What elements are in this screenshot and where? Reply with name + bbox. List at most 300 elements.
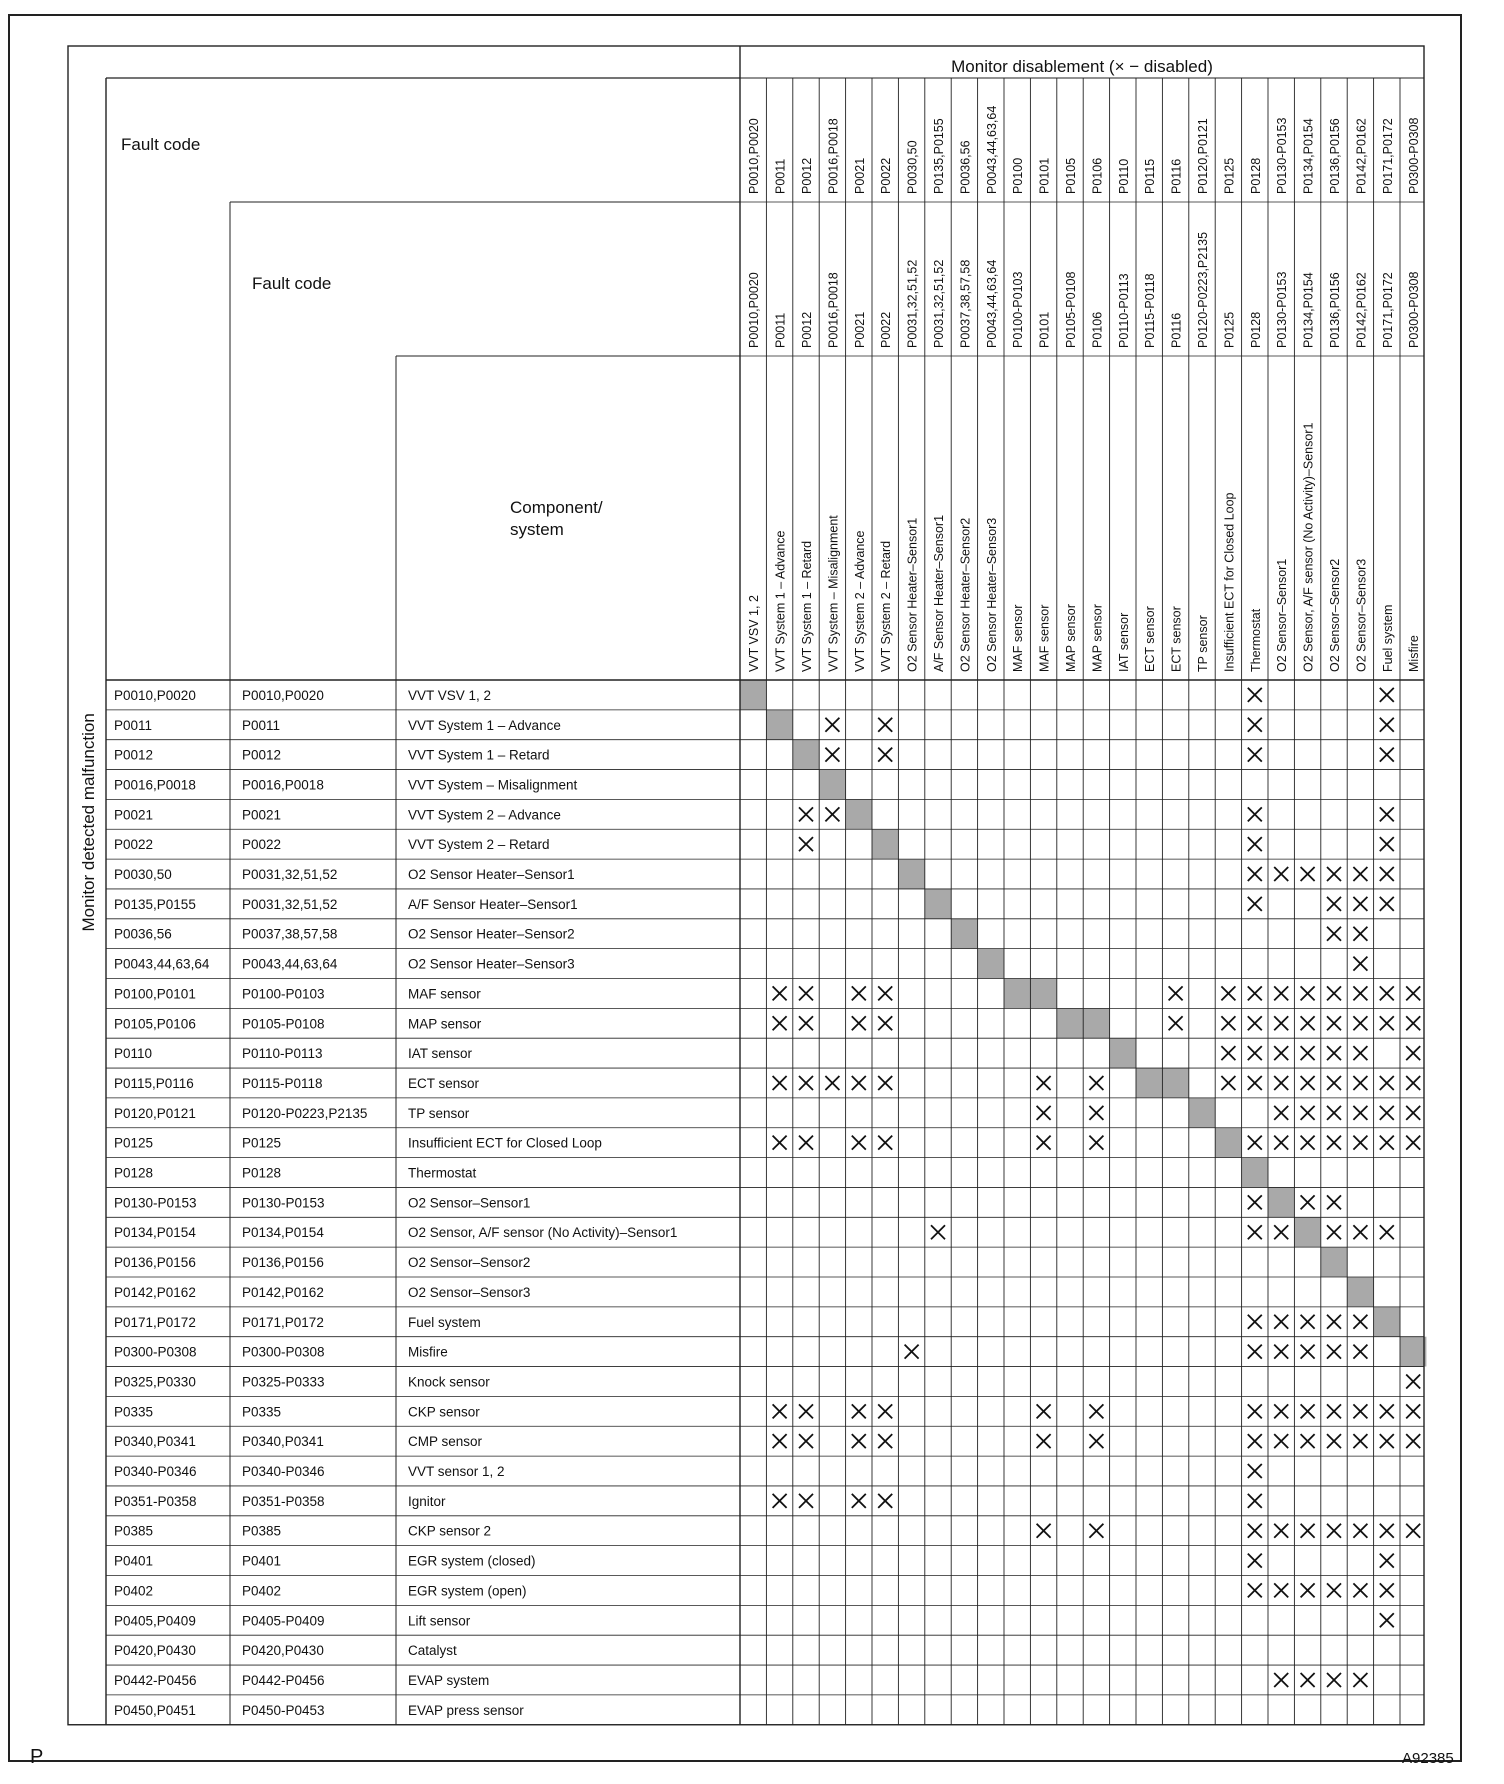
shaded-cell: [793, 740, 819, 770]
shaded-cell: [1004, 979, 1030, 1009]
shaded-cell: [898, 859, 924, 889]
disabled-x-mark: [799, 807, 813, 821]
monitor-disablement-title: Monitor disablement (× − disabled): [951, 57, 1213, 76]
disabled-x-mark: [1274, 1524, 1288, 1538]
column-code-primary: P0012: [800, 157, 814, 194]
disabled-x-mark: [1353, 1583, 1367, 1597]
row-code-secondary: P0043,44,63,64: [242, 956, 338, 972]
row-component-name: VVT System 2 – Retard: [408, 837, 550, 853]
shaded-cell: [1374, 1307, 1400, 1337]
row-code-secondary: P0351-P0358: [242, 1493, 325, 1509]
disabled-x-mark: [799, 1434, 813, 1448]
column-code-secondary: P0116: [1169, 312, 1184, 348]
shaded-cell: [1110, 1038, 1136, 1068]
row-component-name: CMP sensor: [408, 1434, 483, 1450]
disabled-x-mark: [1248, 1136, 1262, 1150]
row-code-secondary: P0142,P0162: [242, 1284, 324, 1300]
column-component-name: O2 Sensor–Sensor2: [1328, 558, 1342, 672]
disabled-x-mark: [1248, 1583, 1262, 1597]
row-code-primary: P0402: [114, 1583, 154, 1599]
column-code-secondary: P0130-P0153: [1275, 271, 1290, 348]
disabled-x-mark: [1248, 1464, 1262, 1478]
column-code-secondary: P0012: [800, 311, 814, 348]
row-code-primary: P0325,P0330: [114, 1374, 196, 1390]
disabled-x-mark: [1274, 1016, 1288, 1030]
row-code-primary: P0110: [114, 1046, 153, 1062]
row-code-primary: P0128: [114, 1165, 154, 1181]
row-component-name: VVT sensor 1, 2: [408, 1464, 505, 1480]
disabled-x-mark: [1248, 1494, 1262, 1508]
disabled-x-mark: [1248, 1315, 1262, 1329]
column-code-primary: P0100: [1011, 157, 1026, 194]
shaded-cell: [766, 710, 792, 740]
column-code-secondary: P0031,32,51,52: [905, 259, 920, 348]
disabled-x-mark: [878, 986, 892, 1000]
row-component-name: Misfire: [408, 1344, 448, 1360]
disabled-x-mark: [1301, 1673, 1315, 1687]
column-code-secondary: P0110-P0113: [1116, 273, 1131, 348]
disabled-x-mark: [1380, 1106, 1394, 1120]
column-component-name: VVT System 2 – Retard: [879, 540, 894, 672]
shaded-cell: [1215, 1128, 1241, 1158]
disabled-x-mark: [1353, 1225, 1367, 1239]
disabled-x-mark: [1089, 1404, 1103, 1418]
disabled-x-mark: [1327, 1106, 1341, 1120]
page-section-letter: P: [30, 1746, 44, 1768]
disabled-x-mark: [1248, 1016, 1262, 1030]
disabled-x-mark: [1327, 1315, 1341, 1329]
row-code-primary: P0171,P0172: [114, 1314, 196, 1330]
disabled-x-mark: [1380, 1524, 1394, 1538]
disabled-x-mark: [1248, 1404, 1262, 1418]
disabled-x-mark: [799, 986, 813, 1000]
column-code-primary: P0106: [1090, 157, 1105, 194]
disabled-x-mark: [1274, 1673, 1288, 1687]
disabled-x-mark: [852, 986, 866, 1000]
row-code-primary: P0105,P0106: [114, 1016, 196, 1032]
shaded-cell: [1400, 1337, 1426, 1367]
disabled-x-mark: [799, 1076, 813, 1090]
disabled-x-mark: [1327, 1225, 1341, 1239]
row-component-name: O2 Sensor–Sensor1: [408, 1195, 531, 1211]
disabled-x-mark: [1406, 1434, 1420, 1448]
column-component-name: O2 Sensor–Sensor1: [1275, 558, 1290, 672]
column-component-name: TP sensor: [1196, 615, 1210, 672]
shaded-cell: [925, 889, 951, 919]
column-code-secondary: P0128: [1248, 311, 1263, 348]
disabled-x-mark: [1353, 1434, 1367, 1448]
row-code-secondary: P0012: [242, 747, 282, 763]
disabled-x-mark: [878, 1494, 892, 1508]
row-code-primary: P0385: [114, 1523, 154, 1539]
disabled-x-mark: [878, 1404, 892, 1418]
disabled-x-mark: [1327, 1404, 1341, 1418]
column-code-primary: P0134,P0154: [1301, 118, 1316, 194]
column-code-secondary: P0100-P0103: [1011, 271, 1026, 348]
disabled-x-mark: [1380, 837, 1394, 851]
column-component-name: Misfire: [1407, 635, 1422, 672]
row-component-name: Ignitor: [408, 1493, 446, 1509]
disabled-x-mark: [1248, 1524, 1262, 1538]
disabled-x-mark: [773, 1076, 787, 1090]
row-component-name: Catalyst: [408, 1643, 457, 1659]
column-code-primary: P0142,P0162: [1354, 118, 1369, 194]
row-component-name: CKP sensor 2: [408, 1523, 492, 1539]
column-code-primary: P0036,56: [958, 140, 973, 194]
disabled-x-mark: [1301, 1195, 1315, 1209]
column-component-name: O2 Sensor Heater–Sensor2: [958, 517, 973, 672]
column-code-primary: P0120,P0121: [1196, 118, 1210, 194]
disabled-x-mark: [1353, 1524, 1367, 1538]
row-code-primary: P0022: [114, 837, 154, 853]
shaded-cell: [1294, 1217, 1320, 1247]
disabled-x-mark: [1327, 1195, 1341, 1209]
disabled-x-mark: [1327, 1434, 1341, 1448]
row-code-secondary: P0100-P0103: [242, 986, 325, 1002]
disabled-x-mark: [1248, 1225, 1262, 1239]
disabled-x-mark: [773, 1136, 787, 1150]
row-component-name: IAT sensor: [408, 1046, 473, 1062]
disabled-x-mark: [1327, 927, 1341, 941]
disabled-x-mark: [1353, 1136, 1367, 1150]
disabled-x-mark: [1327, 1524, 1341, 1538]
row-code-secondary: P0115-P0118: [242, 1075, 323, 1091]
disabled-x-mark: [799, 1404, 813, 1418]
disabled-x-mark: [1274, 1345, 1288, 1359]
disabled-x-mark: [1380, 1016, 1394, 1030]
row-code-primary: P0405,P0409: [114, 1613, 196, 1629]
column-code-secondary: P0134,P0154: [1301, 272, 1316, 348]
disabled-x-mark: [1274, 1046, 1288, 1060]
disabled-x-mark: [1274, 986, 1288, 1000]
row-component-name: O2 Sensor, A/F sensor (No Activity)–Sensor1: [408, 1225, 678, 1241]
row-code-secondary: P0325-P0333: [242, 1374, 325, 1390]
disabled-x-mark: [852, 1016, 866, 1030]
row-code-primary: P0100,P0101: [114, 986, 196, 1002]
row-code-secondary: P0105-P0108: [242, 1016, 325, 1032]
disabled-x-mark: [1248, 1554, 1262, 1568]
row-code-secondary: P0037,38,57,58: [242, 926, 338, 942]
row-component-name: MAF sensor: [408, 986, 481, 1002]
column-code-primary: P0115: [1143, 158, 1158, 194]
row-code-secondary: P0130-P0153: [242, 1195, 325, 1211]
column-code-secondary: P0021: [852, 311, 867, 348]
disabled-x-mark: [1406, 1404, 1420, 1418]
row-code-secondary: P0016,P0018: [242, 777, 324, 793]
shaded-cell: [1189, 1098, 1215, 1128]
disabled-x-mark: [1274, 1583, 1288, 1597]
disabled-x-mark: [878, 1434, 892, 1448]
row-component-name: Insufficient ECT for Closed Loop: [408, 1135, 602, 1151]
disabled-x-mark: [931, 1225, 945, 1239]
column-code-primary: P0110: [1116, 158, 1131, 194]
disabled-x-mark: [1301, 1583, 1315, 1597]
row-component-name: Lift sensor: [408, 1613, 471, 1629]
disabled-x-mark: [1301, 1076, 1315, 1090]
column-code-primary: P0021: [852, 157, 867, 194]
disabled-x-mark: [1353, 1345, 1367, 1359]
disabled-x-mark: [1301, 1524, 1315, 1538]
row-component-name: A/F Sensor Heater–Sensor1: [408, 896, 578, 912]
shaded-cell: [740, 680, 766, 710]
row-component-name: EVAP press sensor: [408, 1702, 524, 1718]
shaded-cell: [1083, 1008, 1109, 1038]
row-code-secondary: P0021: [242, 807, 282, 823]
row-code-primary: P0120,P0121: [114, 1105, 196, 1121]
column-component-name: O2 Sensor Heater–Sensor3: [984, 517, 999, 672]
row-code-primary: P0135,P0155: [114, 896, 196, 912]
row-code-secondary: P0405-P0409: [242, 1613, 325, 1629]
disabled-x-mark: [905, 1345, 919, 1359]
disabled-x-mark: [878, 1136, 892, 1150]
column-component-name: ECT sensor: [1143, 606, 1158, 672]
shaded-cell: [1057, 1008, 1083, 1038]
column-component-name: VVT System 1 – Advance: [773, 530, 788, 672]
disabled-x-mark: [1327, 1046, 1341, 1060]
column-code-secondary: P0115-P0118: [1143, 273, 1158, 348]
disabled-x-mark: [1248, 1345, 1262, 1359]
disabled-x-mark: [1274, 1404, 1288, 1418]
row-code-secondary: P0385: [242, 1523, 282, 1539]
disabled-x-mark: [773, 1434, 787, 1448]
row-component-name: ECT sensor: [408, 1075, 480, 1091]
shaded-cell: [1321, 1247, 1347, 1277]
row-code-primary: P0340,P0341: [114, 1434, 196, 1450]
column-code-secondary: P0300-P0308: [1407, 271, 1422, 348]
disabled-x-mark: [1380, 867, 1394, 881]
disabled-x-mark: [1274, 867, 1288, 881]
disabled-x-mark: [1380, 986, 1394, 1000]
row-code-primary: P0011: [114, 717, 153, 733]
row-code-secondary: P0010,P0020: [242, 687, 324, 703]
disabled-x-mark: [1353, 986, 1367, 1000]
disabled-x-mark: [1380, 1136, 1394, 1150]
disabled-x-mark: [1380, 807, 1394, 821]
row-component-name: Fuel system: [408, 1314, 481, 1330]
disabled-x-mark: [1037, 1136, 1051, 1150]
row-code-secondary: P0300-P0308: [242, 1344, 325, 1360]
disabled-x-mark: [773, 1016, 787, 1030]
shaded-cell: [846, 799, 872, 829]
row-code-primary: P0142,P0162: [114, 1284, 196, 1300]
disabled-x-mark: [1248, 986, 1262, 1000]
column-component-name: Fuel system: [1380, 604, 1395, 672]
row-code-primary: P0125: [114, 1135, 154, 1151]
column-code-secondary: P0106: [1090, 311, 1105, 348]
row-code-secondary: P0110-P0113: [242, 1046, 323, 1062]
disabled-x-mark: [1353, 867, 1367, 881]
column-code-primary: P0010,P0020: [747, 118, 762, 194]
column-component-name: Thermostat: [1248, 608, 1263, 672]
disabled-x-mark: [1248, 748, 1262, 762]
column-code-secondary: P0016,P0018: [826, 272, 841, 348]
disabled-x-mark: [1248, 867, 1262, 881]
disabled-x-mark: [799, 1016, 813, 1030]
column-code-primary: P0043,44,63,64: [984, 105, 999, 194]
disabled-x-mark: [1353, 1106, 1367, 1120]
shaded-cell: [951, 919, 977, 949]
disabled-x-mark: [1353, 1673, 1367, 1687]
disabled-x-mark: [1274, 1225, 1288, 1239]
column-component-name: O2 Sensor, A/F sensor (No Activity)–Sensor1: [1301, 422, 1316, 672]
row-component-name: VVT System 1 – Advance: [408, 717, 561, 733]
row-code-secondary: P0420,P0430: [242, 1643, 324, 1659]
column-code-primary: P0022: [879, 157, 894, 194]
row-code-secondary: P0125: [242, 1135, 282, 1151]
disabled-x-mark: [852, 1404, 866, 1418]
disabled-x-mark: [1406, 1524, 1420, 1538]
row-code-primary: P0021: [114, 807, 154, 823]
row-code-primary: P0115,P0116: [114, 1075, 194, 1091]
column-component-name: MAP sensor: [1064, 604, 1078, 672]
disabled-x-mark: [1327, 986, 1341, 1000]
disabled-x-mark: [1248, 1434, 1262, 1448]
disabled-x-mark: [1169, 1016, 1183, 1030]
row-component-name: VVT VSV 1, 2: [408, 687, 492, 703]
row-component-name: O2 Sensor–Sensor2: [408, 1255, 531, 1271]
disabled-x-mark: [1274, 1434, 1288, 1448]
column-code-primary: P0128: [1248, 157, 1263, 194]
column-component-name: MAP sensor: [1090, 604, 1105, 672]
disabled-x-mark: [1301, 1046, 1315, 1060]
disabled-x-mark: [1221, 1076, 1235, 1090]
disabled-x-mark: [1221, 986, 1235, 1000]
row-code-primary: P0016,P0018: [114, 777, 196, 793]
row-code-secondary: P0442-P0456: [242, 1672, 325, 1688]
row-code-secondary: P0128: [242, 1165, 282, 1181]
column-component-name: MAF sensor: [1011, 604, 1026, 672]
disabled-x-mark: [1301, 867, 1315, 881]
disabled-x-mark: [825, 748, 839, 762]
column-component-name: VVT System 2 – Advance: [852, 530, 867, 672]
row-code-secondary: P0136,P0156: [242, 1255, 324, 1271]
disabled-x-mark: [1353, 957, 1367, 971]
column-component-name: VVT System – Misalignment: [826, 515, 841, 672]
row-code-secondary: P0340-P0346: [242, 1464, 325, 1480]
disabled-x-mark: [1380, 718, 1394, 732]
disabled-x-mark: [1353, 1046, 1367, 1060]
row-code-secondary: P0022: [242, 837, 282, 853]
row-code-primary: P0351-P0358: [114, 1493, 197, 1509]
column-code-primary: P0101: [1037, 157, 1052, 194]
disabled-x-mark: [1406, 1016, 1420, 1030]
row-code-primary: P0401: [114, 1553, 154, 1569]
disabled-x-mark: [1327, 1345, 1341, 1359]
disabled-x-mark: [1380, 1076, 1394, 1090]
disabled-x-mark: [1301, 1345, 1315, 1359]
row-code-primary: P0130-P0153: [114, 1195, 197, 1211]
column-code-secondary: P0010,P0020: [747, 272, 762, 348]
column-component-name: VVT System 1 – Retard: [800, 540, 814, 672]
disabled-x-mark: [773, 1404, 787, 1418]
row-code-secondary: P0335: [242, 1404, 282, 1420]
row-component-name: VVT System 1 – Retard: [408, 747, 550, 763]
disabled-x-mark: [1274, 1315, 1288, 1329]
disabled-x-mark: [1301, 1016, 1315, 1030]
row-component-name: VVT System – Misalignment: [408, 777, 578, 793]
disabled-x-mark: [878, 748, 892, 762]
column-code-secondary: P0171,P0172: [1380, 272, 1395, 348]
row-component-name: EVAP system: [408, 1672, 490, 1688]
disabled-x-mark: [1353, 1016, 1367, 1030]
row-code-primary: P0300-P0308: [114, 1344, 197, 1360]
disabled-x-mark: [1301, 1404, 1315, 1418]
disabled-x-mark: [1089, 1076, 1103, 1090]
row-code-primary: P0442-P0456: [114, 1672, 197, 1688]
row-code-primary: P0010,P0020: [114, 687, 196, 703]
disabled-x-mark: [1380, 1554, 1394, 1568]
disabled-x-mark: [1327, 897, 1341, 911]
disabled-x-mark: [852, 1434, 866, 1448]
disabled-x-mark: [1089, 1136, 1103, 1150]
disabled-x-mark: [1248, 807, 1262, 821]
disabled-x-mark: [1274, 1106, 1288, 1120]
row-code-secondary: P0402: [242, 1583, 282, 1599]
row-code-primary: P0012: [114, 747, 154, 763]
column-code-secondary: P0136,P0156: [1328, 272, 1342, 348]
disabled-x-mark: [1353, 897, 1367, 911]
column-code-primary: P0135,P0155: [932, 118, 946, 194]
figure-id: A92385: [1402, 1750, 1454, 1767]
row-code-primary: P0420,P0430: [114, 1643, 196, 1659]
disabled-x-mark: [1406, 986, 1420, 1000]
row-component-name: O2 Sensor–Sensor3: [408, 1284, 531, 1300]
column-code-secondary: P0037,38,57,58: [958, 259, 973, 348]
disabled-x-mark: [1089, 1434, 1103, 1448]
column-code-secondary: P0011: [773, 312, 788, 348]
disabled-x-mark: [1248, 837, 1262, 851]
disabled-x-mark: [852, 1136, 866, 1150]
disabled-x-mark: [1327, 1136, 1341, 1150]
disabled-x-mark: [1301, 986, 1315, 1000]
disabled-x-mark: [1301, 1315, 1315, 1329]
disabled-x-mark: [825, 718, 839, 732]
row-group-label: Monitor detected malfunction: [79, 713, 98, 932]
row-code-primary: P0340-P0346: [114, 1464, 197, 1480]
disabled-x-mark: [1221, 1046, 1235, 1060]
disabled-x-mark: [799, 837, 813, 851]
column-code-primary: P0136,P0156: [1328, 118, 1342, 194]
column-component-name: A/F Sensor Heater–Sensor1: [932, 514, 946, 672]
shaded-cell: [872, 829, 898, 859]
shaded-cell: [819, 770, 845, 800]
disabled-x-mark: [878, 718, 892, 732]
disabled-x-mark: [1380, 1613, 1394, 1627]
column-code-primary: P0116: [1169, 158, 1184, 194]
disabled-x-mark: [825, 807, 839, 821]
row-code-secondary: P0171,P0172: [242, 1314, 324, 1330]
column-code-secondary: P0120-P0223,P2135: [1196, 231, 1210, 348]
column-component-name: O2 Sensor Heater–Sensor1: [905, 517, 920, 672]
column-code-secondary: P0022: [879, 311, 894, 348]
disabled-x-mark: [1037, 1404, 1051, 1418]
row-component-name: EGR system (closed): [408, 1553, 536, 1569]
column-code-secondary: P0101: [1037, 311, 1052, 348]
column-code-primary: P0171,P0172: [1380, 118, 1395, 194]
column-code-primary: P0125: [1222, 157, 1237, 194]
disabled-x-mark: [1380, 688, 1394, 702]
shaded-cell: [1136, 1068, 1162, 1098]
column-code-primary: P0130-P0153: [1275, 117, 1290, 194]
disabled-x-mark: [1301, 1136, 1315, 1150]
disabled-x-mark: [1037, 1524, 1051, 1538]
row-code-secondary: P0011: [242, 717, 281, 733]
disabled-x-mark: [799, 1136, 813, 1150]
disabled-x-mark: [1353, 1315, 1367, 1329]
row-component-name: VVT System 2 – Advance: [408, 807, 561, 823]
disabled-x-mark: [825, 1076, 839, 1090]
column-code-secondary: P0142,P0162: [1354, 272, 1369, 348]
